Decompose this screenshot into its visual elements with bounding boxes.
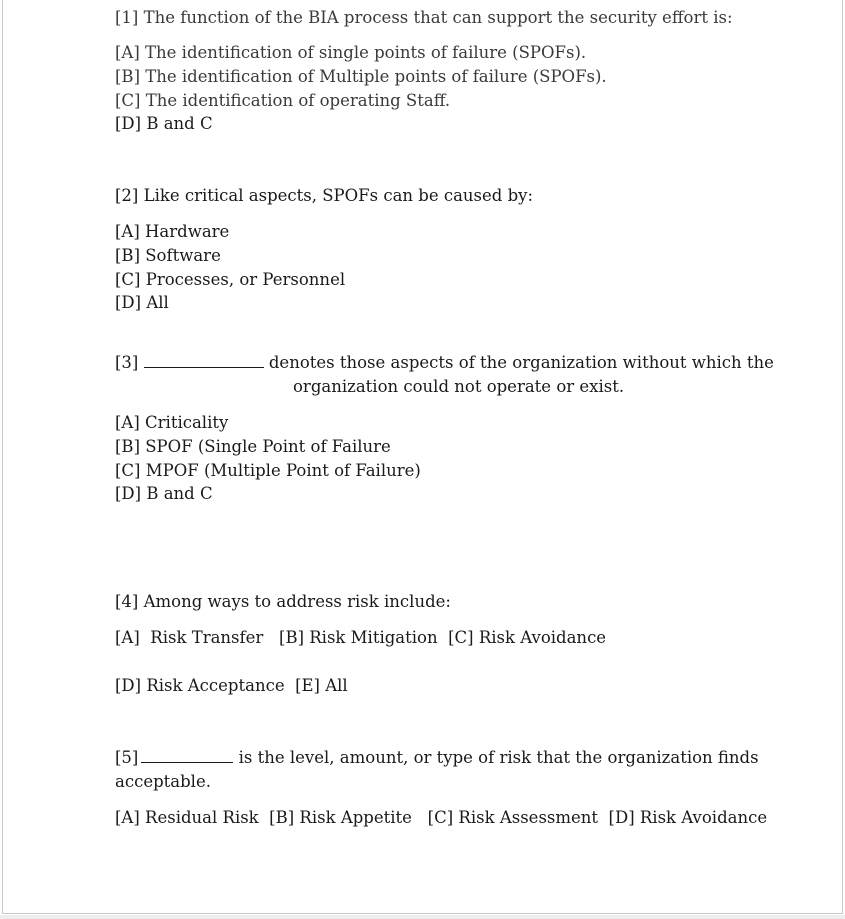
question-3-number: [3] [115, 353, 139, 372]
question-3-option-a: [A] Criticality [115, 413, 229, 432]
question-1-option-b: [B] The identification of Multiple points of failure (SPOFs). [115, 67, 607, 86]
question-2-option-c: [C] Processes, or Personnel [115, 270, 346, 289]
question-4-options-row-2: [D] Risk Acceptance [E] All [115, 676, 348, 695]
question-5-stem-line-1: is the level, amount, or type of risk that the organization finds [238, 748, 759, 767]
document-page [2, 0, 843, 914]
question-4-stem: [4] Among ways to address risk include: [115, 592, 451, 611]
question-2-stem: [2] Like critical aspects, SPOFs can be caused by: [115, 186, 534, 205]
question-5-stem-line-2: acceptable. [115, 772, 211, 791]
question-1-option-c: [C] The identification of operating Staff. [115, 91, 451, 110]
question-3-stem-line-1: denotes those aspects of the organization without which the [268, 353, 774, 372]
question-3-option-c: [C] MPOF (Multiple Point of Failure) [115, 461, 421, 480]
question-2-option-d: [D] All [115, 293, 169, 312]
question-1-option-a: [A] The identification of single points of failure (SPOFs). [115, 43, 587, 62]
question-4-options-row-1: [A] Risk Transfer [B] Risk Mitigation [C] Risk Avoidance [115, 628, 607, 647]
question-1-option-d: [D] B and C [115, 114, 213, 133]
question-2-option-b: [B] Software [115, 246, 221, 265]
question-5-stem [115, 746, 759, 770]
question-5-blank [141, 747, 233, 763]
question-3-option-d: [D] B and C [115, 484, 213, 503]
question-3-stem [115, 351, 774, 375]
question-5-number: [5] [115, 748, 139, 767]
question-3-stem-line-2: organization could not operate or exist. [293, 377, 625, 396]
question-3-blank [144, 352, 264, 368]
question-3-option-b: [B] SPOF (Single Point of Failure [115, 437, 391, 456]
window-bottom-edge [0, 915, 845, 919]
question-2-option-a: [A] Hardware [115, 222, 230, 241]
question-1-stem: [1] The function of the BIA process that can support the security effort is: [115, 8, 733, 27]
question-5-options-row: [A] Residual Risk [B] Risk Appetite [C] Risk Assessment [D] Risk Avoidance [115, 808, 768, 827]
